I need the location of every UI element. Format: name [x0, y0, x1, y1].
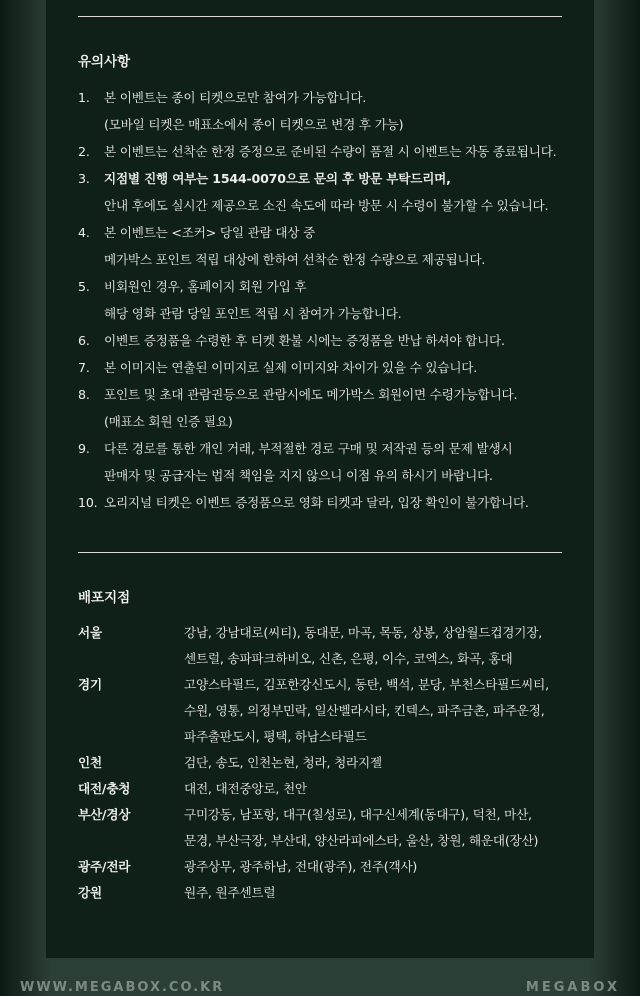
- branch-list: 수원, 영통, 의정부민락, 일산벨라시타, 킨텍스, 파주금촌, 파주운정,: [184, 703, 545, 718]
- notice-item: [78, 489, 578, 516]
- distribution-row: [78, 880, 578, 906]
- notice-number: 4.: [78, 225, 90, 240]
- notice-number: 6.: [78, 333, 90, 348]
- distribution-row: [78, 646, 578, 672]
- notice-text: 본 이미지는 연출된 이미지로 실제 이미지와 차이가 있을 수 있습니다.: [104, 360, 478, 375]
- notice-item: [78, 381, 578, 435]
- notice-text: 해당 영화 관람 당일 포인트 적립 시 참여가 가능합니다.: [104, 306, 402, 321]
- distribution-row: [78, 776, 578, 802]
- site-url: WWW.MEGABOX.CO.KR: [20, 980, 225, 995]
- notice-number: 1.: [78, 90, 90, 105]
- notice-item: [78, 165, 578, 219]
- notice-number: 8.: [78, 387, 90, 402]
- distribution-row: [78, 854, 578, 880]
- notice-list: [78, 84, 578, 516]
- middle-divider: [78, 552, 562, 553]
- branch-list: 원주, 원주센트럴: [184, 885, 276, 900]
- notice-item: [78, 354, 578, 381]
- region-name: [78, 698, 184, 724]
- event-info-panel: [46, 0, 594, 958]
- distribution-row: [78, 620, 578, 646]
- region-name: 서울: [78, 625, 102, 640]
- distribution-row: [78, 672, 578, 698]
- branch-list: 문경, 부산극장, 부산대, 양산라피에스타, 울산, 창원, 해운대(장산): [184, 833, 539, 848]
- region-name: 대전/충청: [78, 781, 131, 796]
- branch-list: 고양스타필드, 김포한강신도시, 동탄, 백석, 분당, 부천스타필드씨티,: [184, 677, 549, 692]
- branch-list: 대전, 대전중앙로, 천안: [184, 781, 307, 796]
- region-name: [78, 828, 184, 854]
- notice-text: (모바일 티켓은 매표소에서 종이 티켓으로 변경 후 가능): [104, 117, 404, 132]
- distribution-row: [78, 802, 578, 828]
- branch-list: 광주상무, 광주하남, 전대(광주), 전주(객사): [184, 859, 418, 874]
- distribution-row: [78, 828, 578, 854]
- notice-text: 메가박스 포인트 적립 대상에 한하여 선착순 한정 수량으로 제공됩니다.: [104, 252, 486, 267]
- notice-text: (매표소 회원 인증 필요): [104, 414, 233, 429]
- distribution-row: [78, 750, 578, 776]
- region-name: 경기: [78, 677, 102, 692]
- branch-list: 검단, 송도, 인천논현, 청라, 청라지젤: [184, 755, 382, 770]
- top-divider: [78, 16, 562, 17]
- notice-number: 2.: [78, 144, 90, 159]
- branch-list: 구미강동, 남포항, 대구(칠성로), 대구신세계(동대구), 덕천, 마산,: [184, 807, 532, 822]
- branch-list: 강남, 강남대로(씨티), 동대문, 마곡, 목동, 상봉, 상암월드컵경기장,: [184, 625, 543, 640]
- notice-number: 9.: [78, 441, 90, 456]
- branch-list: 파주출판도시, 평택, 하남스타필드: [184, 729, 367, 744]
- distribution-row: [78, 698, 578, 724]
- region-name: 부산/경상: [78, 807, 131, 822]
- region-name: 강원: [78, 885, 102, 900]
- notice-text: 지점별 진행 여부는 1544-0070으로 문의 후 방문 부탁드리며,: [104, 171, 451, 186]
- region-name: 광주/전라: [78, 859, 131, 874]
- notice-item: [78, 84, 578, 138]
- notice-text: 본 이벤트는 선착순 한정 증정으로 준비된 수량이 품절 시 이벤트는 자동 종료됩니다.: [104, 144, 557, 159]
- region-name: [78, 724, 184, 750]
- distribution-title: 배포지점: [78, 590, 131, 606]
- notice-text: 안내 후에도 실시간 제공으로 소진 속도에 따라 방문 시 수령이 불가할 수 있습니다.: [104, 198, 549, 213]
- branch-list: 센트럴, 송파파크하비오, 신촌, 은평, 이수, 코엑스, 화곡, 홍대: [184, 651, 513, 666]
- notice-number: 5.: [78, 279, 90, 294]
- distribution-table: [78, 620, 578, 906]
- notice-item: [78, 435, 578, 489]
- notice-text: 본 이벤트는 <조커> 당일 관람 대상 중: [104, 225, 316, 240]
- notice-item: [78, 273, 578, 327]
- notice-text: 이벤트 증정품을 수령한 후 티켓 환불 시에는 증정품을 반납 하셔야 합니다.: [104, 333, 505, 348]
- notice-text: 다른 경로를 통한 개인 거래, 부적절한 경로 구매 및 저작권 등의 문제 발생시: [104, 441, 513, 456]
- region-name: 인천: [78, 755, 102, 770]
- notice-item: [78, 219, 578, 273]
- notice-text: 본 이벤트는 종이 티켓으로만 참여가 가능합니다.: [104, 90, 367, 105]
- distribution-row: [78, 724, 578, 750]
- notice-number: 3.: [78, 171, 90, 186]
- notice-text: 판매자 및 공급자는 법적 책임을 지지 않으니 이점 유의 하시기 바랍니다.: [104, 468, 493, 483]
- notice-text: 포인트 및 초대 관람권등으로 관람시에도 메가박스 회원이면 수령가능합니다.: [104, 387, 518, 402]
- notice-number: 10.: [78, 495, 98, 510]
- notice-item: [78, 327, 578, 354]
- notice-number: 7.: [78, 360, 90, 375]
- notice-item: [78, 138, 578, 165]
- notice-text: 오리지널 티켓은 이벤트 증정품으로 영화 티켓과 달라, 입장 확인이 불가합니다.: [104, 495, 529, 510]
- region-name: [78, 646, 184, 672]
- brand-logo: MEGABOX: [525, 980, 620, 995]
- notice-title: 유의사항: [78, 54, 131, 70]
- notice-text: 비회원인 경우, 홈페이지 회원 가입 후: [104, 279, 307, 294]
